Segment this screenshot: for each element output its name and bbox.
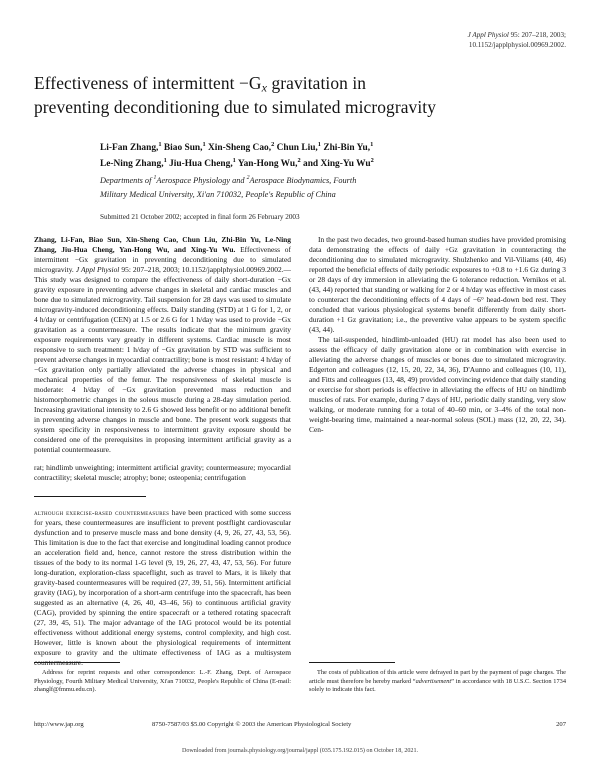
body-columns [34,235,566,705]
copyright-line: 8750-7587/03 $5.00 Copyright © 2003 the American Physiological Society [152,721,352,728]
journal-doi: 10.1152/japplphysiol.00969.2002. [468,41,566,50]
journal-citation-header [34,30,566,52]
introduction-leadin: although exercise-based countermeasures [34,508,170,518]
introduction-paragraph-1 [34,508,291,668]
page-footer [34,721,566,728]
abstract-body: This study was designed to compare the effectiveness of daily short-duration −Gx gravity exposure in preventing adverse changes in skeletal and cardiac muscles and bone due to simulated microgravity. Tail suspension for 28 days was used to simulate microgravity-induced deconditioning effects. Daily standing (STD) at 1 G for 1, 2, or 4 h/day or centrifugation (CEN) at 1.5 or 2.6 G for 1 h/day was used to provide −Gx gravitation as a countermeasure. The results indicate that the minimum gravity exposure requirements vary greatly in different systems. Cardiac muscle is most responsive to such treatment: 1 h/day of −Gx gravitation by STD was sufficient to prevent adverse changes in myocardial contractility; bone is most resistant: 4 h/day of −Gx gravitation only partially alleviated the adverse changes in physical and mechanical properties of the femur. The responsiveness of skeletal muscle is moderate: 4 h/day of −Gx gravitation prevented mass reduction and histomorphometric changes in the soleus muscle during a 28-day simulation period. Increasing gravitational intensity to 2.6 G showed less benefit or no additional benefit in preventing adverse changes in muscle and bone. The present work suggests that system specificity in responsiveness to intermittent gravity exposure should be considered one of the prerequisites in proposing intermittent artificial gravity as a potential countermeasure. [34,274,291,455]
page-title [34,72,566,119]
author-line-2: Le-Ning Zhang,$^1$ Jiu-Hua Cheng,$^1$ Yan-Hong Wu,$^2$ and Xing-Yu Wu$^2$ [100,157,374,170]
journal-name: J Appl Physiol [467,31,509,39]
title-line-1-pre: Effectiveness of intermittent −G [34,73,262,93]
journal-volume-pages: 95: 207–218, 2003; [508,31,566,39]
publication-costs-footnote [309,662,566,695]
footnote-divider-right [309,662,395,663]
journal-url[interactable]: http://www.jap.org [34,721,84,728]
title-line-1-post: gravitation in [267,73,367,93]
left-column [34,235,291,705]
abstract-citation-authors: Zhang, Li-Fan, Biao Sun, Xin-Sheng Cao, Chun Liu, Zhi-Bin Yu, Le-Ning Zhang, Jiu-Hua Cheng, Yan-Hong Wu, and Xing-Yu Wu. [34,234,291,254]
title-subscript-x: x [261,80,268,95]
correspondence-footnote [34,662,291,695]
footnotes-row [34,662,566,695]
author-line-1: Li-Fan Zhang,$^1$ Biao Sun,$^1$ Xin-Sheng Cao,$^2$ Chun Liu,$^1$ Zhi-Bin Yu,$^1$ [100,141,374,154]
introduction-paragraph-3: The tail-suspended, hindlimb-unloaded (HU) rat model has also been used to assess the efficacy of daily gravitation alone or in combination with exercise in alleviating the adverse changes of muscles or bones due to simulated microgravity. Edgerton and colleagues (12, 15, 20, 22, 34, 36), D'Aunno and colleagues (10, 11), and Fitts and colleagues (13, 48, 49) provided convincing evidence that daily standing or exercise for short periods is effective in alleviating the effects of HU on hindlimb muscles of rats. For example, during 7 days of HU, periodic daily standing, very slow walking, or moderate running for a total of 40–60 min, or 3–4% of the total non-weight-bearing time, maintained a near-normal soleus (SOL) mass (12, 20, 22, 34). Cen- [309,334,566,435]
title-block [34,72,566,119]
introduction-paragraph-2: In the past two decades, two ground-based human studies have provided promising data demonstrating the effects of daily +Gz gravitation in counteracting the deconditioning due to simulated microgravity. Shulzhenko and Vil-Viliams (40, 46) reported the beneficial effects of daily periodic exposures to +0.8 to +1.6 Gz during 3 or 28 days of dry immersion in alleviating the G tolerance reduction. Vernikos et al. (43, 44) reported that standing or walking for 2 or 4 h/day was effective in most cases to counteract the deconditioning effects of 4 days of −6° head-down bed rest. They concluded that various physiological systems benefit differently from daily short-duration +1 Gz gravitation; i.e., the preventive value appears to be system specific (43, 44). [309,234,566,334]
costs-advertisement-word: advertisement [415,677,452,685]
abstract-paragraph [34,235,291,455]
correspondence-text: Address for reprint requests and other correspondence: L.-F. Zhang, Dept. of Aerospace Physiology, Fourth Military Medical University, Xi'an 710032, People's Republic of China (E-mail: zhanglf@fmmu.edu.cn). [34,669,291,694]
abstract-citation-tail: 95: 207–218, 2003; 10.1152/japplphysiol.00969.2002.— [119,264,291,274]
affiliation-line-2: Military Medical University, Xi'an 710032, People's Republic of China [100,190,336,200]
abstract-citation-journal: J Appl Physiol [75,264,120,274]
right-column [309,235,566,705]
download-watermark: Downloaded from journals.physiology.org/journal/jappl (035.175.192.015) on October 18, 2021. [181,748,419,754]
introduction-paragraph-1-text: have been practiced with some success for years, these countermeasures are insufficient to prevent postflight cardiovascular dysfunction and to preserve muscle mass and bone density (4, 9, 26, 27, 43, 53, 56). This limitation is due to the fact that exercise and longitudinal loading cannot produce an acceleration field and, hence, cannot restore the stress distribution within the tissues of the body to its normal 1-G level (9, 19, 26, 27, 43, 47, 53, 56). For future long-duration, exploration-class spaceflight, such as travel to Mars, it is likely that gravity-based countermeasures will be required (27, 39, 51, 56). Intermittent artificial gravity (IAG), by incorporation of a short-arm centrifuge into the spacecraft, has been suggested as an alternative (4, 26, 40, 43–46, 56) to continuous artificial gravity (CAG), provided by spinning the entire spacecraft or a tethered rotating spacecraft (27, 39, 45, 51). The major advantage of the IAG protocol would be its potential effectiveness without additional energy systems, control complexity, and high cost. However, little is known about the physiological requirements of intermittent exposure to gravity and the ultimate effectiveness of IAG as a multisystem countermeasure. [34,508,291,668]
section-divider-rule [34,496,146,497]
costs-text-post: ” in accordance with 18 U.S.C. Section 1734 solely to indicate this fact. [309,677,566,694]
title-line-2: preventing deconditioning due to simulated microgravity [34,96,437,117]
submission-dates: Submitted 21 October 2002; accepted in final form 26 February 2003 [100,212,300,221]
authors-block [34,140,566,221]
publication-costs-text [309,669,566,695]
keywords-list: rat; hindlimb unweighting; intermittent artificial gravity; countermeasure; myocardial contractility; skeletal muscle; atrophy; bone; osteopenia; centrifugation [34,463,291,483]
footnote-divider-left [34,662,120,663]
journal-citation-line [34,30,566,40]
abstract-citation-title: Effectiveness of intermittent −Gx gravitation in preventing deconditioning due to simulated microgravity. [34,244,291,274]
affiliation-line-1: Departments of $^1$Aerospace Physiology and $^2$Aerospace Biodynamics, Fourth [100,175,357,185]
page-number: 207 [556,721,566,728]
costs-text-pre: The costs of publication of this article were defrayed in part by the payment of page charges. The article must therefore be hereby marked “ [309,669,566,685]
